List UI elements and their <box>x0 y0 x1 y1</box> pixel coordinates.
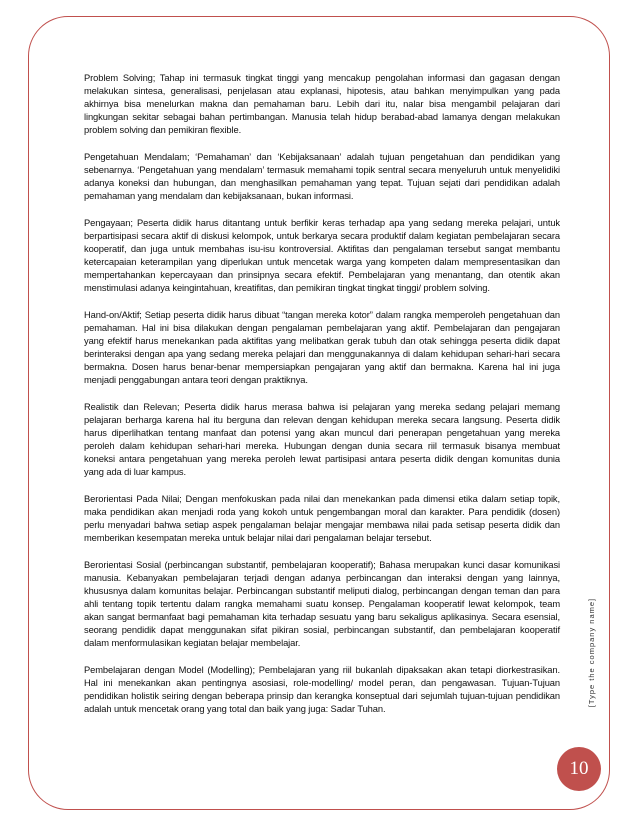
page-number: 10 <box>569 758 589 779</box>
paragraph-problem-solving: Problem Solving; Tahap ini termasuk tingkat tinggi yang mencakup pengolahan informasi dan gagasan dengan melakukan sintesa, generalisasi, penjelasan atau explanasi, hipotesis, atau bahkan menyimpulkan yang pada akhirnya bisa menelurkan makna dan pemahaman baru. Lebih dari itu, nalar bisa mengambil pelajaran dari lingkungan sekitar sebagai bahan pertimbangan. Manusia telah hidup berabad-abad lamanya dengan melakukan problem solving dan pemikiran flexible. <box>84 73 560 136</box>
paragraph-pengayaan: Pengayaan; Peserta didik harus ditantang untuk berfikir keras terhadap apa yang sedang mereka pelajari, untuk berpartisipasi secara aktif di diskusi kelompok, untuk berkarya secara produktif dalam kegiatan pembelajaran secara kooperatif, dan juga untuk membahas isu-isu kontroversial. Aktifitas dan pengalaman tersebut sangat membantu ketercapaian keterampilan yang diperlukan untuk mencetak warga yang kompeten dalam mempresentasikan dan mempertahankan kepercayaan dan prinsipnya secara efektif. Pembelajaran yang menantang, dan otentik akan menstimulasi adanya keingintahuan, kreatifitas, dan pemikiran tingkat tingkat tinggi/ problem solving. <box>84 217 560 294</box>
paragraph-berorientasi-nilai: Berorientasi Pada Nilai; Dengan menfokuskan pada nilai dan menekankan pada dimensi etika dalam setiap topik, maka pendidikan akan menjadi roda yang kokoh untuk pengembangan moral dan karakter. Para pendidik (dosen) perlu menyadari bahwa setiap aspek pengalaman belajar mengajar membawa nilai pada setisap peserta didik dan memberikan kesempatan mereka untuk belajar nilai dari pengalaman belajar tersebut. <box>84 494 560 544</box>
page-number-badge <box>557 747 601 791</box>
paragraph-hand-on-aktif: Hand-on/Aktif; Setiap peserta didik harus dibuat “tangan mereka kotor” dalam rangka memperoleh pengetahuan dan pemahaman. Hal ini bisa dilakukan dengan pengalaman pembelajaran yang aktif. Pembelajaran dan pengajaran yang efektif harus menekankan pada aktifitas yang melibatkan gerak tubuh dan otak sehingga peserta didik dapat berinteraksi dengan apa yang sedang mereka pelajari dan menggunakannya di dalam kehidupan sehari-hari secara bermakna. Dosen harus benar-benar mempersiapkan pengajaran yang aktif dan bermakna. Karena hal ini juga menjadi penggabungan antara teori dengan praktiknya. <box>84 309 560 386</box>
company-name-text: [Type the company name] <box>587 597 597 707</box>
paragraph-realistik-relevan: Realistik dan Relevan; Peserta didik harus merasa bahwa isi pelajaran yang mereka sedang pelajari memang pelajaran berharga karena hal itu berguna dan relevan dengan kehidupan mereka secara langsung. Peserta didik harus diperlihatkan tentang manfaat dan potensi yang akan muncul dari penerapan pengetahuan yang mereka peroleh dalam kehidupan sehari-hari mereka. Hubungan dengan dunia secara riil termasuk bisanya membuat koneksi antara pengetahuan yang mereka peroleh lewat partisipasi antara peserta didik dengan komunitas dunia yang ada di luar kampus. <box>84 401 560 478</box>
document-body <box>84 72 560 730</box>
paragraph-berorientasi-sosial: Berorientasi Sosial (perbincangan substantif, pembelajaran kooperatif); Bahasa merupakan kunci dasar komunikasi manusia. Kebanyakan pembelajaran terjadi dengan adanya perbincangan dan interaksi dengan yang lainnya, khususnya dalam komunitas belajar. Perbincangan substantif meliputi dialog, perbincangan dengan teman dan para ahli tentang topik tertentu dalam rangka memahami suatu konsep. Pengalaman kooperatif lewat kelompok, team akan sangat bermanfaat bagi pemahaman kita terhadap sesuatu yang baru sekaligus aplikasinya. Secara esensial, seorang pendidik dapat menggunakan sifat pikiran sosial, perbincangan substantif, dan pembelajaran kooperatif dalam menformulasikan kegiatan belajar membelajar. <box>84 559 560 649</box>
paragraph-pembelajaran-model: Pembelajaran dengan Model (Modelling); Pembelajaran yang riil bukanlah dipaksakan akan tetapi diorkestrasikan. Hal ini menekankan akan pentingnya asosiasi, role-modelling/ model peran, dan pengawasan. Tujuan-Tujuan pendidikan holistik seiring dengan beberapa prinsip dan kerangka konseptual dari sejumlah tujuan-tujuan pendidikan adalah untuk mencetak orang yang total dan baik yang juga: Sadar Tuhan. <box>84 665 560 715</box>
paragraph-pengetahuan-mendalam: Pengetahuan Mendalam; ‘Pemahaman’ dan ‘Kebijaksanaan’ adalah tujuan pengetahuan dan pendidikan yang sebenarnya. ‘Pengetahuan yang mendalam’ termasuk memahami topik sentral secara menyeluruh untuk menyelidiki adanya koneksi dan hubungan, dan menghasilkan pemahaman yang tepat. Tujuan sejati dari pendidikan adalah pemahaman yang mendalam dan kebijaksanaan, bukan informasi. <box>84 151 560 202</box>
company-name-placeholder <box>586 596 598 708</box>
